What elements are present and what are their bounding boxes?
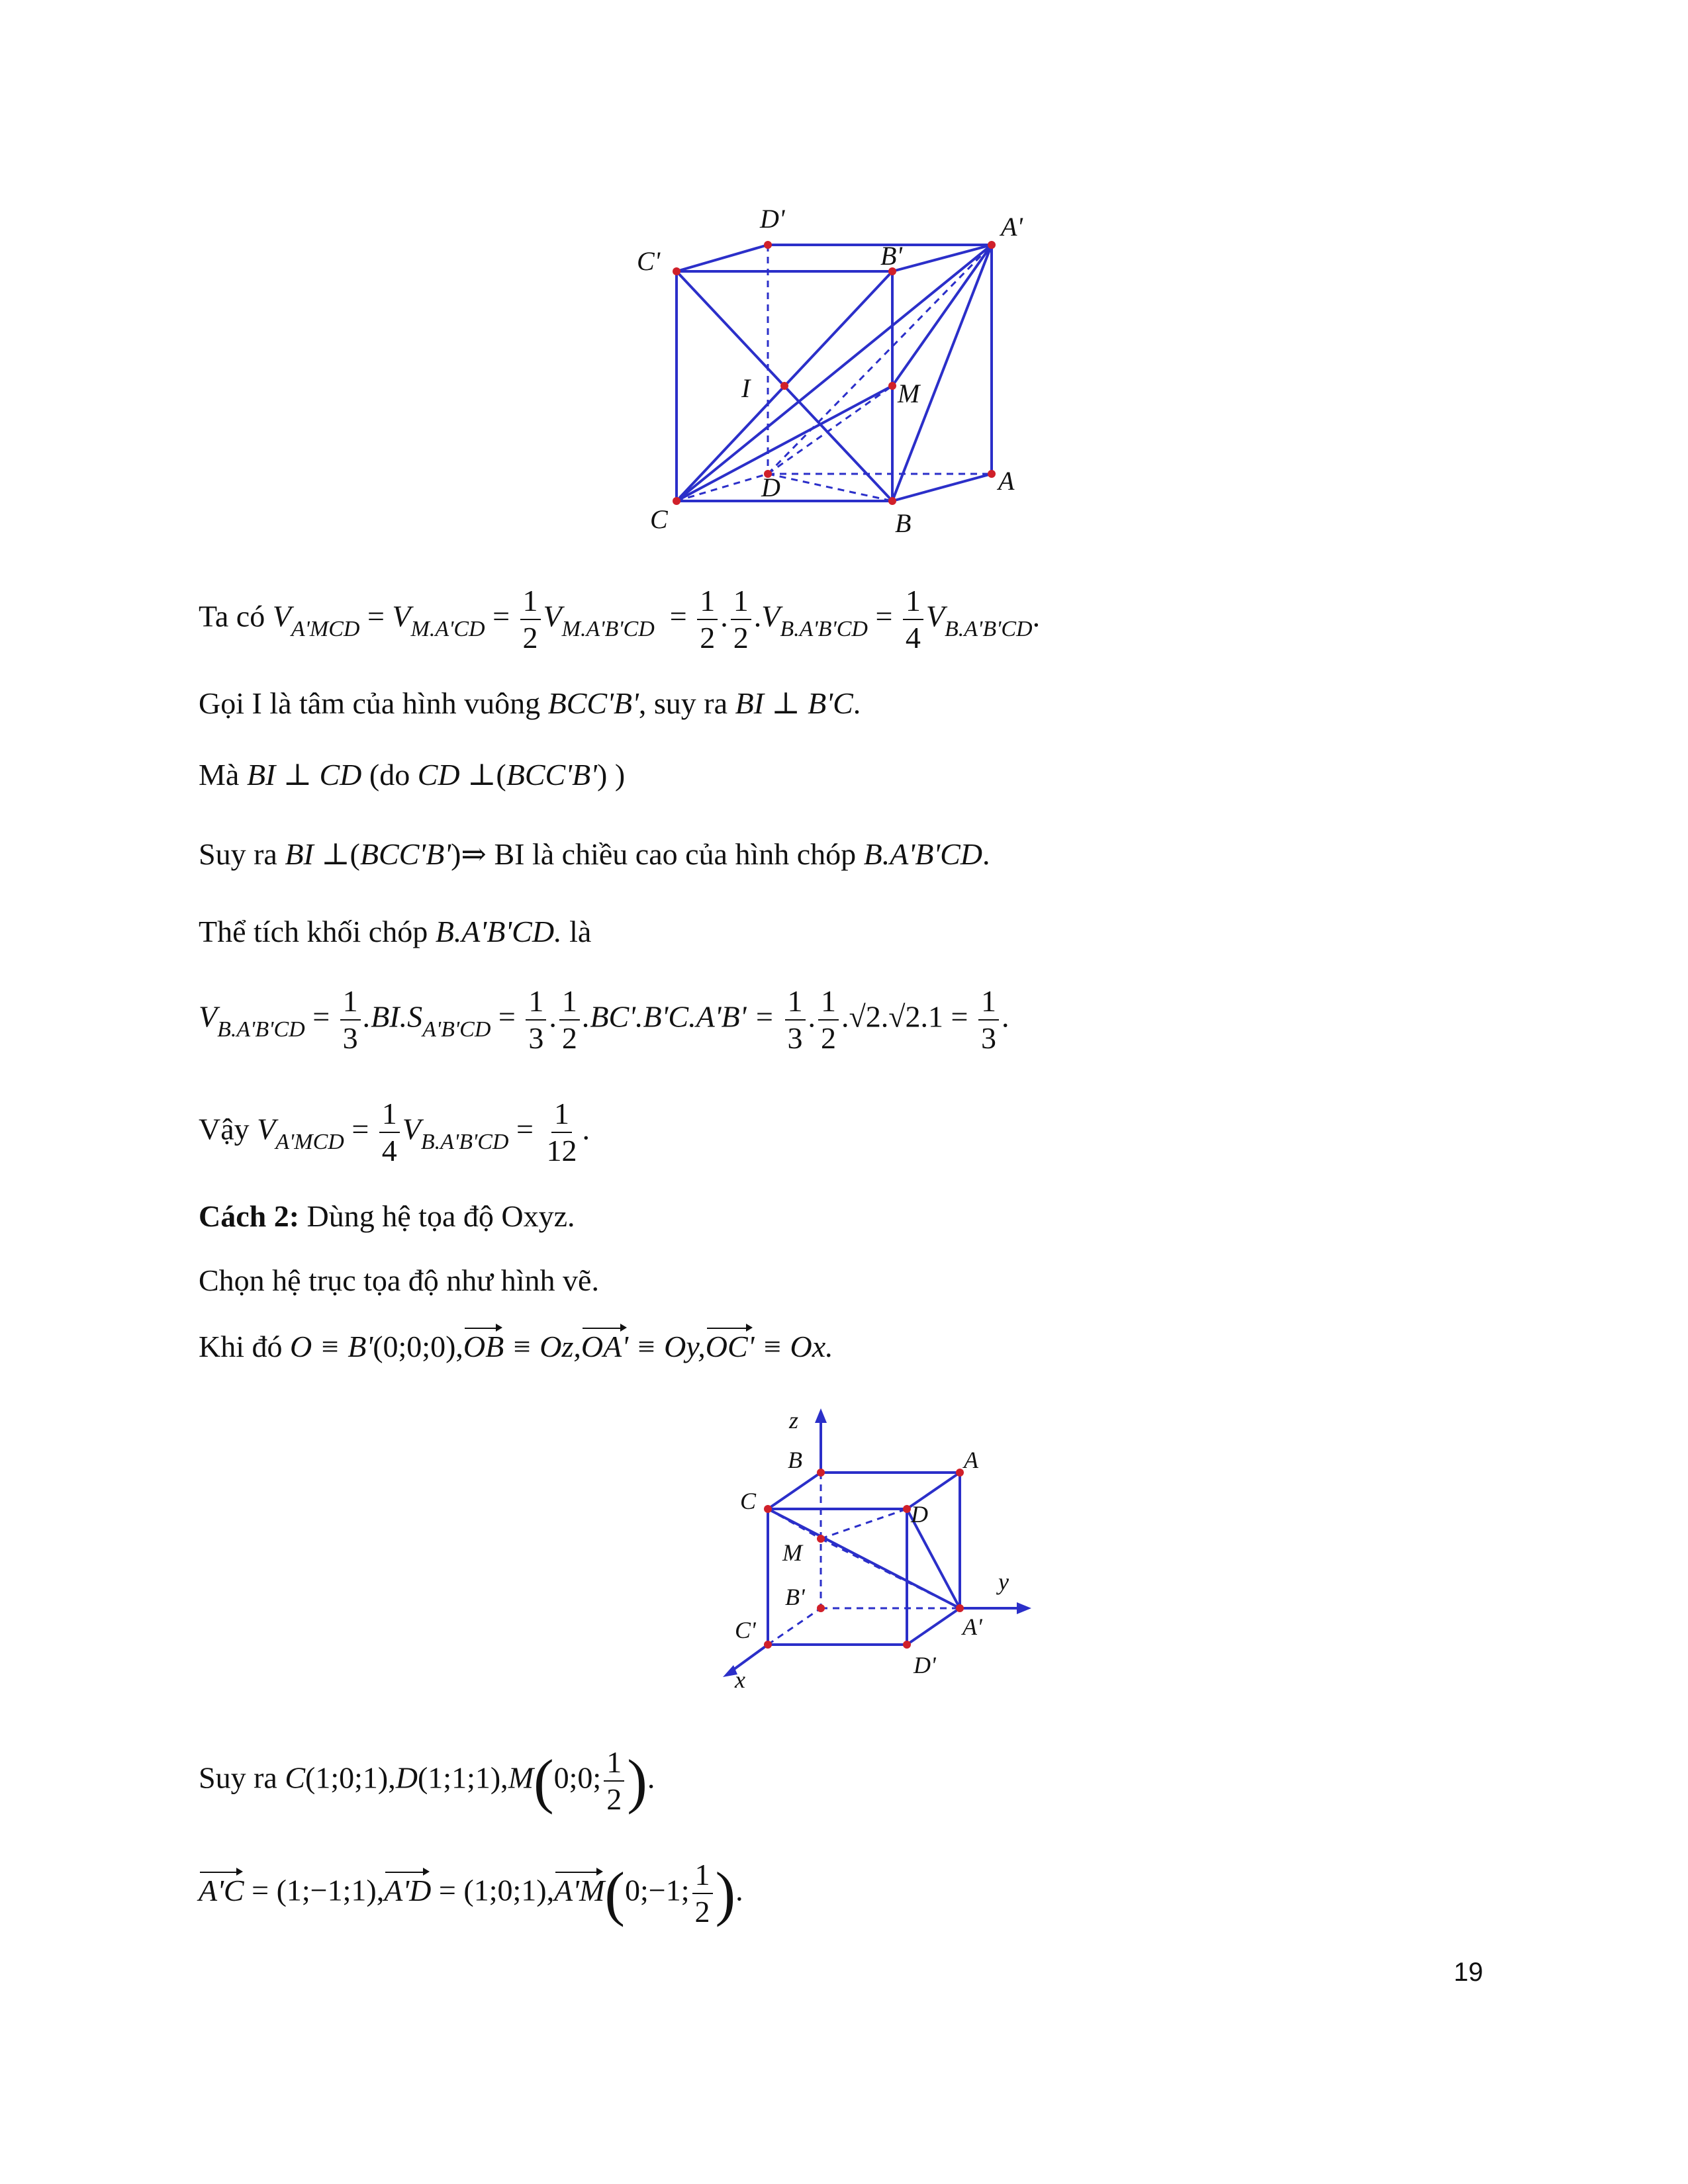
label-a: A xyxy=(964,1447,978,1473)
text: Ta có xyxy=(199,599,265,633)
label-y: y xyxy=(998,1569,1009,1595)
label-m: M xyxy=(898,379,920,408)
sub: A'MCD xyxy=(291,616,360,641)
fraction: $\frac{1}{3}$ xyxy=(526,986,546,1054)
label-c: C xyxy=(740,1488,757,1514)
fraction: $\frac{1}{4}$ xyxy=(903,586,923,653)
fraction: $\frac{1}{2}$ xyxy=(818,986,839,1054)
label-dprime: D' xyxy=(914,1652,936,1678)
line-bi-height: Suy ra BI ⊥(BCC'B')⇒ BI là chiều cao của hình chóp B.A'B'CD. xyxy=(199,837,990,871)
label-cprime: C' xyxy=(735,1617,756,1643)
fraction: $\frac{1}{3}$ xyxy=(340,986,361,1054)
fraction: $\frac{1}{3}$ xyxy=(785,986,806,1054)
label-a: A xyxy=(998,466,1015,496)
fraction: $\frac{1}{2}$ xyxy=(697,586,718,653)
line-coords: Suy ra C(1;0;1),D(1;1;1),M(0;0; $\frac{1}{2}$ ). xyxy=(199,1745,655,1816)
line-pyramid-volume-title: Thể tích khối chóp B.A'B'CD. là xyxy=(199,915,592,948)
label-i: I xyxy=(741,373,751,403)
label-b: B xyxy=(788,1447,802,1473)
label-c: C xyxy=(650,504,668,534)
cube-figure-1 xyxy=(635,199,1046,543)
label-dprime: D' xyxy=(760,204,785,234)
fraction: $\frac{1}{4}$ xyxy=(379,1099,400,1166)
sub: M.A'CD xyxy=(410,616,485,641)
page-number: 19 xyxy=(1454,1958,1483,1987)
line-axes-def: Khi đó O ≡ B'(0;0;0),OB ≡ Oz,OA' ≡ Oy,OC' ≡ Ox. xyxy=(199,1330,833,1363)
label-d: D xyxy=(761,473,780,502)
line-bi-perp-cd: Mà BI ⊥ CD (do CD ⊥(BCC'B') ) xyxy=(199,758,626,792)
label-bprime: B' xyxy=(785,1584,805,1610)
label-d: D xyxy=(911,1501,928,1527)
math: V xyxy=(392,599,411,633)
eq: = xyxy=(367,599,385,633)
label-z: z xyxy=(789,1407,799,1433)
line-pyramid-volume-calc: $V_{B.A'B'CD}$ = $\frac{1}{3}$ $.BI.S_{A'B'CD}$ = $\frac{1}{3}$ . $\frac{1}{2}$ .BC'.B'C.A'B' = $\frac{1}{3}$ . $\frac{1}{2}$ .√2.√2.1 = $\frac{1}{3}$ . xyxy=(199,984,1009,1055)
label-bprime: B' xyxy=(880,241,902,271)
label-aprime: A' xyxy=(962,1614,982,1640)
line-vectors: A'C = (1;−1;1),A'D = (1;0;1),A'M(0;−1; $\frac{1}{2}$ ). xyxy=(199,1858,743,1929)
label-aprime: A' xyxy=(1001,212,1023,242)
fraction: $\frac{1}{2}$ xyxy=(604,1747,624,1815)
label-x: x xyxy=(735,1666,745,1693)
line-conclusion: Vậy $V_{A'MCD}$ = $\frac{1}{4}$ $V_{B.A'B'CD}$ = $\frac{1}{12}$ . xyxy=(199,1097,590,1167)
fraction: $\frac{1}{2}$ xyxy=(731,586,751,653)
line-volume-ratio: Ta có $V_{A'MCD} = V_{M.A'CD}$ = $\frac{1}{2}$ $V_{M.A'B'CD}$ = $\frac{1}{2}$ . $\frac{1}{2}$ $.V_{B.A'B'CD}$ = $\frac{1}{4}$ $V_{B.A'B'CD}$. xyxy=(199,584,1041,655)
math: V xyxy=(272,599,291,633)
label-m: M xyxy=(782,1539,802,1566)
fraction: $\frac{1}{12}$ xyxy=(546,1097,577,1167)
line-method-2: Cách 2: Dùng hệ tọa độ Oxyz. xyxy=(199,1199,575,1233)
line-center-square: Gọi I là tâm của hình vuông BCC'B', suy ra BI ⊥ B'C. xyxy=(199,686,861,720)
line-choose-axes: Chọn hệ trục tọa độ như hình vẽ. xyxy=(199,1263,599,1297)
fraction: $\frac{1}{2}$ xyxy=(692,1860,713,1927)
label-b: B xyxy=(895,508,912,538)
fraction: $\frac{1}{3}$ xyxy=(978,986,999,1054)
fraction: $\frac{1}{2}$ xyxy=(559,986,580,1054)
cube-figure-2 xyxy=(715,1403,1059,1694)
fraction: $\frac{1}{2}$ xyxy=(520,586,541,653)
label-cprime: C' xyxy=(637,246,661,276)
